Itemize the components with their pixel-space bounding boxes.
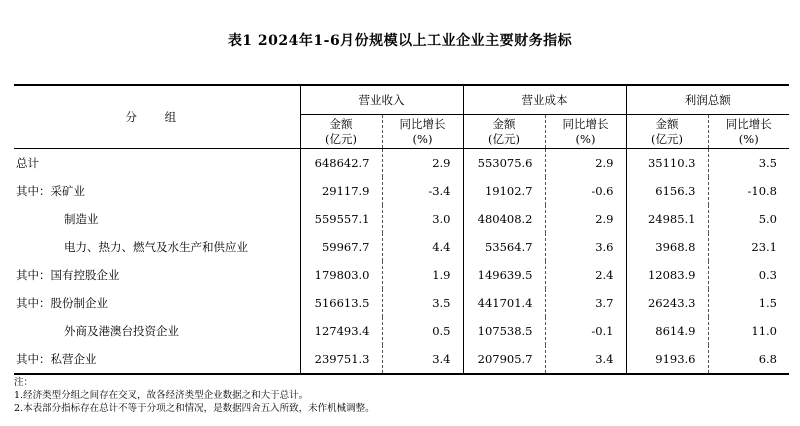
cost-header: 营业成本 bbox=[463, 85, 626, 115]
revenue-amount: 127493.4 bbox=[300, 317, 382, 345]
profit-growth: 6.8 bbox=[708, 345, 789, 374]
cost-amount: 441701.4 bbox=[463, 289, 545, 317]
revenue-amount: 29117.9 bbox=[300, 177, 382, 205]
row-label: 总计 bbox=[16, 156, 39, 170]
revenue-growth: 3.0 bbox=[382, 205, 463, 233]
table-row bbox=[14, 289, 789, 317]
cost-growth: 3.6 bbox=[545, 233, 626, 261]
row-label: 电力、热力、燃气及水生产和供应业 bbox=[64, 240, 248, 254]
revenue-amount: 648642.7 bbox=[300, 149, 382, 178]
table-row bbox=[14, 177, 789, 205]
cost-amount: 53564.7 bbox=[463, 233, 545, 261]
cost-growth-header: 同比增长 (%) bbox=[545, 115, 626, 149]
revenue-amount-header: 金额 (亿元) bbox=[300, 115, 382, 149]
table-notes bbox=[14, 376, 375, 415]
row-label: 其中：私营企业 bbox=[14, 345, 300, 374]
cost-amount: 553075.6 bbox=[463, 149, 545, 178]
profit-growth: 23.1 bbox=[708, 233, 789, 261]
table-title: 表1 2024年1-6月份规模以上工业企业主要财务指标 bbox=[227, 33, 573, 49]
revenue-amount: 559557.1 bbox=[300, 205, 382, 233]
row-label: 其中：采矿业 bbox=[16, 184, 85, 198]
note-1: 1.经济类型分组之间存在交叉，故各经济类型企业数据之和大于总计。 bbox=[14, 390, 309, 401]
table-row bbox=[14, 205, 789, 233]
cost-amount: 207905.7 bbox=[463, 345, 545, 374]
profit-amount: 24985.1 bbox=[626, 205, 708, 233]
revenue-growth-header: 同比增长 (%) bbox=[382, 115, 463, 149]
cost-growth: 2.4 bbox=[545, 261, 626, 289]
revenue-growth: 1.9 bbox=[382, 261, 463, 289]
profit-amount: 8614.9 bbox=[626, 317, 708, 345]
profit-amount: 6156.3 bbox=[626, 177, 708, 205]
profit-growth: 0.3 bbox=[708, 261, 789, 289]
revenue-amount: 516613.5 bbox=[300, 289, 382, 317]
row-label: 其中：股份制企业 bbox=[16, 296, 108, 310]
profit-growth: 1.5 bbox=[708, 289, 789, 317]
profit-amount: 9193.6 bbox=[626, 345, 708, 374]
profit-growth: -10.8 bbox=[708, 177, 789, 205]
cost-growth: 3.4 bbox=[545, 345, 626, 374]
group-column-header: 分 组 bbox=[14, 85, 300, 149]
table-row bbox=[14, 261, 789, 289]
revenue-growth: -3.4 bbox=[382, 177, 463, 205]
table-row bbox=[14, 149, 789, 178]
profit-amount: 3968.8 bbox=[626, 233, 708, 261]
cost-amount-header: 金额 (亿元) bbox=[463, 115, 545, 149]
profit-header: 利润总额 bbox=[626, 85, 789, 115]
revenue-amount: 239751.3 bbox=[300, 345, 382, 374]
financial-indicators-table bbox=[14, 84, 789, 375]
cost-growth: -0.6 bbox=[545, 177, 626, 205]
revenue-growth: 0.5 bbox=[382, 317, 463, 345]
profit-growth: 11.0 bbox=[708, 317, 789, 345]
cost-amount: 19102.7 bbox=[463, 177, 545, 205]
cost-amount: 149639.5 bbox=[463, 261, 545, 289]
profit-growth: 3.5 bbox=[708, 149, 789, 178]
revenue-growth: 3.5 bbox=[382, 289, 463, 317]
cost-growth: 2.9 bbox=[545, 205, 626, 233]
notes-heading: 注： bbox=[14, 377, 34, 388]
profit-growth-header: 同比增长 (%) bbox=[708, 115, 789, 149]
revenue-amount: 59967.7 bbox=[300, 233, 382, 261]
revenue-amount: 179803.0 bbox=[300, 261, 382, 289]
revenue-header: 营业收入 bbox=[300, 85, 463, 115]
table-row bbox=[14, 317, 789, 345]
row-label: 外商及港澳台投资企业 bbox=[64, 324, 179, 338]
revenue-growth: 2.9 bbox=[382, 149, 463, 178]
profit-amount: 26243.3 bbox=[626, 289, 708, 317]
cost-amount: 480408.2 bbox=[463, 205, 545, 233]
row-label: 其中：国有控股企业 bbox=[16, 268, 120, 282]
table-row bbox=[14, 345, 789, 374]
revenue-growth: 3.4 bbox=[382, 345, 463, 374]
cost-growth: -0.1 bbox=[545, 317, 626, 345]
profit-growth: 5.0 bbox=[708, 205, 789, 233]
revenue-growth: 4.4 bbox=[382, 233, 463, 261]
profit-amount: 35110.3 bbox=[626, 149, 708, 178]
profit-amount: 12083.9 bbox=[626, 261, 708, 289]
profit-amount-header: 金额 (亿元) bbox=[626, 115, 708, 149]
cost-growth: 2.9 bbox=[545, 149, 626, 178]
cost-amount: 107538.5 bbox=[463, 317, 545, 345]
note-2: 2.本表部分指标存在总计不等于分项之和情况，是数据四舍五入所致，未作机械调整。 bbox=[14, 403, 375, 414]
row-label: 制造业 bbox=[64, 212, 99, 226]
table-row bbox=[14, 233, 789, 261]
cost-growth: 3.7 bbox=[545, 289, 626, 317]
